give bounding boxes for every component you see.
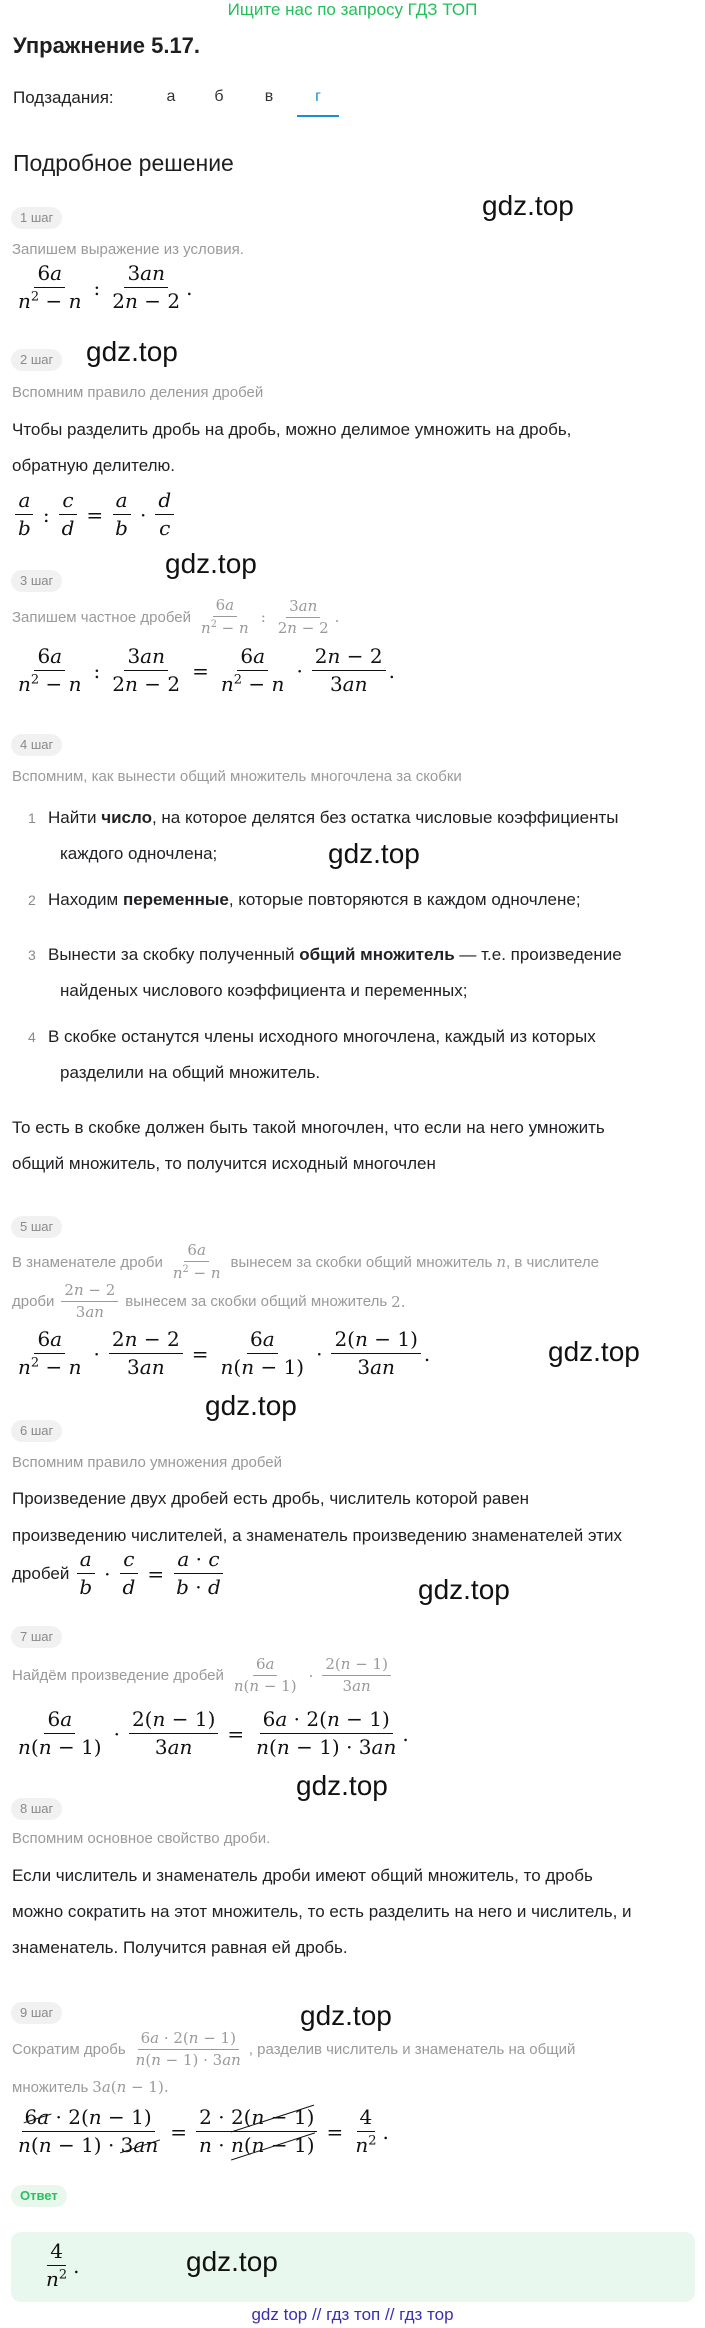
list-text: , на которое делятся без остатка числовые коэффициенты (151, 808, 619, 827)
list-number: 1 (28, 810, 36, 826)
step-4-caption: Вспомним, как вынести общий множитель многочлена за скобки (12, 768, 462, 785)
subtasks-label: Подзадания: (13, 88, 114, 107)
step-1-formula: $\frac{6a}{n^2 - n}$ : $\frac{3an}{2n - 2}$ . (18, 261, 193, 313)
step-5-caption-a: В знаменателе дроби (12, 1253, 163, 1271)
list-item (28, 1019, 688, 1091)
section-title: Подробное решение (13, 150, 234, 176)
list-text: Найти (48, 808, 102, 827)
step-5-badge: 5 шаг (11, 1216, 62, 1238)
step-9-caption-a: Сократим дробь (12, 2041, 126, 2059)
list-bold: переменные (122, 890, 229, 909)
list-number: 3 (28, 947, 36, 963)
exercise-title: Упражнение 5.17. (13, 33, 201, 58)
active-tab-underline (297, 115, 339, 117)
subtasks-bar (13, 80, 693, 116)
step-6-text-2: произведению числителей, а знаменатель произведению знаменателей этих (12, 1526, 623, 1545)
watermark: gdz.top (328, 838, 420, 869)
step-5-caption-e: вынесем за скобки общий множитель (125, 1293, 388, 1311)
step-6-badge: 6 шаг (11, 1420, 62, 1442)
step-6-text-3: дробей (12, 1563, 70, 1583)
step-4-after-1: То есть в скобке должен быть такой многочлен, что если на него умножить (12, 1118, 605, 1137)
list-number: 2 (28, 892, 36, 908)
step-7-caption: Найдём произведение дробей (12, 1667, 224, 1685)
step-5-caption-d: дроби (12, 1293, 55, 1311)
step-8-text-3: знаменатель. Получится равная ей дробь. (12, 1938, 348, 1957)
watermark: gdz.top (482, 190, 574, 221)
step-5-caption-line-1: В знаменателе дроби $\frac{6a}{n^2 - n}$ вынесем за скобки общий множитель n , в числителе (12, 1241, 599, 1283)
step-3-formula: $\frac{6a}{n^2 - n}$ : $\frac{3an}{2n - 2}$ = $\frac{6a}{n^2 - n}$ · $\frac{2n - 2}{3an}$ . (18, 644, 395, 696)
step-5-factor-2: 2 (391, 1292, 401, 1311)
step-9-caption-line-2: множитель 3a(n − 1). (12, 2078, 169, 2096)
list-text: Вынести за скобку полученный (48, 945, 300, 964)
step-9-caption-c: множитель (12, 2078, 89, 2096)
step-5-formula: $\frac{6a}{n^2 - n}$ · $\frac{2n - 2}{3an}$ = $\frac{6a}{n(n - 1)}$ · $\frac{2(n - 1)}{3an}$ . (18, 1327, 431, 1379)
tab-v[interactable]: в (264, 88, 274, 105)
list-text-line2: каждого одночлена; (60, 844, 218, 863)
step-3-caption: Запишем частное дробей (12, 608, 192, 626)
step-5-var-n: n (496, 1253, 507, 1272)
list-text: — т.е. произведение (454, 945, 622, 964)
step-2-text-2: обратную делителю. (12, 456, 175, 475)
step-3-badge: 3 шаг (11, 570, 62, 592)
watermark: gdz.top (86, 336, 178, 367)
tab-g[interactable]: г (315, 88, 321, 105)
step-7-badge: 7 шаг (11, 1626, 62, 1648)
step-9-badge: 9 шаг (11, 2002, 62, 2024)
list-text: Находим (48, 890, 123, 909)
search-banner: Ищите нас по запросу ГДЗ ТОП (227, 0, 478, 19)
step-9-caption-b: , разделив числитель и знаменатель на общий (248, 2041, 576, 2059)
list-text-line2: разделили на общий множитель. (60, 1063, 321, 1082)
list-text: , которые повторяются в каждом одночлене; (228, 890, 581, 909)
list-text-line2: найденых числового коэффициента и переменных; (60, 981, 468, 1000)
step-1-caption: Запишем выражение из условия. (12, 241, 244, 258)
watermark: gdz.top (296, 1770, 388, 1801)
step-7-formula: $\frac{6a}{n(n - 1)}$ · $\frac{2(n - 1)}{3an}$ = $\frac{6a \cdot 2(n - 1)}{n(n - 1) \cdot 3an}$ . (18, 1707, 409, 1759)
step-4-badge: 4 шаг (11, 734, 62, 756)
step-8-caption: Вспомним основное свойство дроби. (12, 1830, 271, 1847)
step-8-text-2: можно сократить на этот множитель, то есть разделить на него и числитель, и (12, 1902, 632, 1921)
list-bold: общий множитель (299, 945, 455, 964)
step-9-formula: $\frac{6a \cdot 2(n - 1)}{n(n - 1) \cdot 3an}$ = $\frac{2 \cdot 2(n - 1)}{n \cdot n(n - 1)}$ = $\frac{4}{n^2}$ . (18, 2105, 389, 2157)
step-2-badge: 2 шаг (11, 349, 62, 371)
answer-badge: Ответ (11, 2185, 67, 2207)
step-8-text-1: Если числитель и знаменатель дроби имеют общий множитель, то дробь (12, 1866, 593, 1885)
step-6-caption: Вспомним правило умножения дробей (12, 1454, 283, 1471)
tab-b[interactable]: б (214, 88, 224, 105)
watermark: gdz.top (165, 548, 257, 579)
watermark: gdz.top (418, 1574, 510, 1605)
list-item (28, 937, 688, 1009)
footer-links[interactable]: gdz top // гдз топ // гдз тор (251, 2305, 454, 2324)
step-2-caption: Вспомним правило деления дробей (12, 384, 264, 401)
list-text: В скобке останутся члены исходного многочлена, каждый из которых (48, 1027, 596, 1046)
list-bold: число (101, 808, 152, 827)
watermark: gdz.top (300, 2000, 392, 2031)
step-6-text-1: Произведение двух дробей есть дробь, числитель которой равен (12, 1489, 530, 1508)
step-5-caption-b: вынесем за скобки общий множитель (230, 1253, 493, 1271)
step-5-caption-c: , в числителе (506, 1253, 599, 1271)
step-2-text-1: Чтобы разделить дробь на дробь, можно делимое умножить на дробь, (12, 420, 572, 439)
step-8-badge: 8 шаг (11, 1798, 62, 1820)
step-6-formula: дробей $\frac{a}{b}$ · $\frac{c}{d}$ = $\frac{a \cdot c}{b \cdot d}$ (12, 1547, 221, 1599)
watermark: gdz.top (548, 1336, 640, 1367)
answer-formula: $\frac{4}{n^2}$ . (46, 2239, 80, 2291)
step-2-formula: $\frac{a}{b}$ : $\frac{c}{d}$ = $\frac{a}{b}$ · $\frac{d}{c}$ (12, 489, 177, 540)
tab-a[interactable]: а (166, 88, 176, 105)
watermark: gdz.top (205, 1390, 297, 1421)
step-9-caption-line-1: Сократим дробь $\frac{6a \cdot 2(n - 1)}{n(n - 1) \cdot 3an}$ , разделив числитель и знаменатель на общий (12, 2029, 576, 2070)
watermark: gdz.top (186, 2246, 278, 2277)
step-3-caption-line: Запишем частное дробей $\frac{6a}{n^2 - n}$ : $\frac{3an}{2n - 2}$ . (12, 596, 340, 638)
answer-box (11, 2232, 695, 2302)
step-7-caption-line: Найдём произведение дробей $\frac{6a}{n(n - 1)}$ · $\frac{2(n - 1)}{3an}$ (12, 1656, 394, 1696)
list-item (28, 882, 688, 918)
step-1-badge: 1 шаг (11, 207, 62, 229)
list-number: 4 (28, 1029, 36, 1045)
step-4-after-2: общий множитель, то получится исходный многочлен (12, 1154, 436, 1173)
step-5-caption-line-2: дроби $\frac{2n - 2}{3an}$ вынесем за скобки общий множитель 2 . (12, 1281, 406, 1322)
